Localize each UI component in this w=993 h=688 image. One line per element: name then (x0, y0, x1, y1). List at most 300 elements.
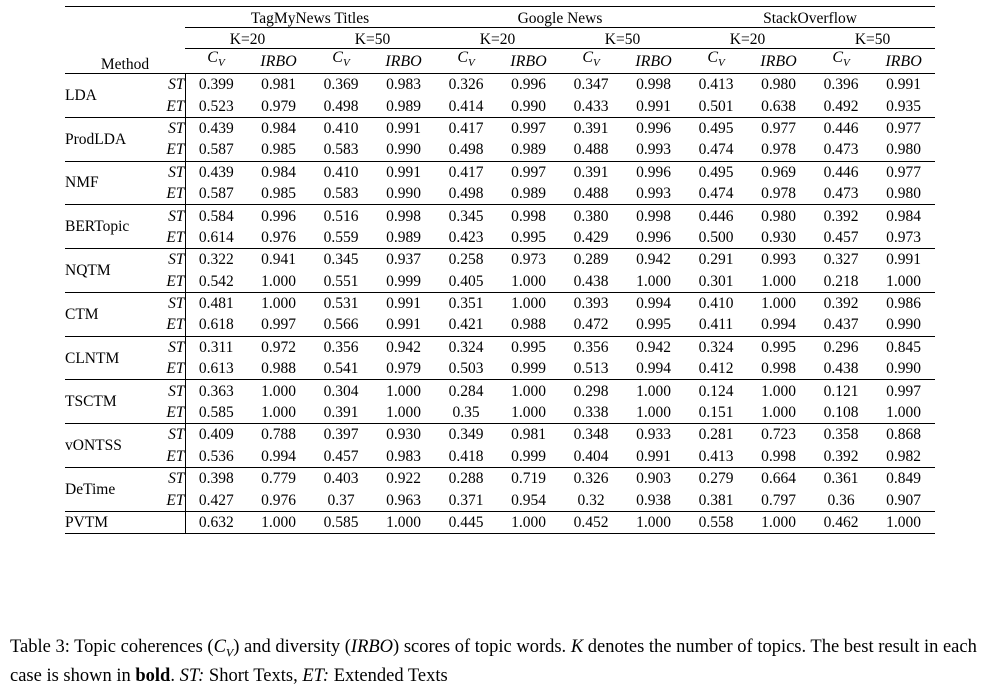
table-header (65, 7, 935, 74)
score-cell: 0.391 (560, 161, 622, 183)
row-tag-st: ST (153, 249, 185, 271)
score-cell: 0.398 (185, 468, 247, 490)
metric-header-irbo: IRBO (385, 52, 422, 70)
score-cell: 0.991 (872, 74, 935, 96)
score-cell: 0.392 (810, 205, 872, 227)
score-cell: 0.979 (261, 97, 296, 115)
score-cell: 0.991 (386, 316, 421, 334)
score-cell: 0.995 (636, 316, 671, 334)
row-tag-et: ET (153, 314, 185, 336)
score-cell: 0.281 (685, 424, 747, 446)
score-cell: 0.488 (573, 141, 609, 159)
score-cell: 0.108 (823, 404, 859, 422)
score-cell: 1.000 (636, 272, 671, 290)
score-cell: 1.000 (261, 404, 296, 422)
score-cell: 0.991 (872, 249, 935, 271)
score-cell: 0.498 (448, 141, 484, 159)
score-cell: 0.990 (386, 185, 421, 203)
score-cell: 0.284 (435, 380, 497, 402)
score-cell: 0.982 (886, 447, 921, 465)
score-cell: 0.719 (497, 468, 560, 490)
table-row (65, 95, 935, 117)
row-tag-empty (153, 511, 185, 533)
score-cell: 0.907 (886, 491, 921, 509)
score-cell: 0.37 (327, 491, 355, 509)
score-cell: 0.423 (448, 228, 484, 246)
score-cell: 0.991 (636, 97, 671, 115)
score-cell: 0.446 (685, 205, 747, 227)
score-cell: 0.999 (511, 360, 546, 378)
score-cell: 0.439 (185, 161, 247, 183)
metric-header-cv: $C_V$ (832, 49, 850, 70)
score-cell: 0.985 (261, 185, 296, 203)
score-cell: 0.979 (386, 360, 421, 378)
score-cell: 0.348 (560, 424, 622, 446)
score-cell: 0.393 (560, 292, 622, 314)
score-cell: 0.972 (247, 336, 310, 358)
score-cell: 0.985 (261, 141, 296, 159)
score-cell: 0.472 (573, 316, 609, 334)
k-header: K=20 (435, 28, 560, 49)
score-cell: 0.298 (560, 380, 622, 402)
table-row (65, 117, 935, 139)
score-cell: 0.326 (560, 468, 622, 490)
score-cell: 0.998 (622, 205, 685, 227)
score-cell: 0.990 (886, 316, 921, 334)
score-cell: 1.000 (497, 380, 560, 402)
score-cell: 0.421 (448, 316, 484, 334)
score-cell: 0.997 (497, 117, 560, 139)
score-cell: 0.296 (810, 336, 872, 358)
score-cell: 1.000 (622, 380, 685, 402)
score-cell: 0.501 (698, 97, 734, 115)
score-cell: 0.996 (636, 228, 671, 246)
score-cell: 0.942 (372, 336, 435, 358)
score-cell: 0.345 (310, 249, 372, 271)
score-cell: 0.937 (372, 249, 435, 271)
score-cell: 0.503 (448, 360, 484, 378)
row-tag-st: ST (153, 205, 185, 227)
caption-text: . (170, 665, 180, 686)
score-cell: 0.289 (560, 249, 622, 271)
score-cell: 0.998 (372, 205, 435, 227)
score-cell: 0.942 (622, 249, 685, 271)
score-cell: 0.363 (185, 380, 247, 402)
score-cell: 0.978 (761, 141, 796, 159)
score-cell: 0.369 (310, 74, 372, 96)
score-cell: 0.983 (372, 74, 435, 96)
row-tag-st: ST (153, 424, 185, 446)
score-cell: 0.429 (573, 228, 609, 246)
score-cell: 0.983 (386, 447, 421, 465)
score-cell: 0.996 (622, 117, 685, 139)
score-cell: 0.488 (573, 185, 609, 203)
score-cell: 0.999 (511, 447, 546, 465)
metric-header-irbo: IRBO (260, 52, 297, 70)
score-cell: 0.391 (323, 404, 359, 422)
dataset-header: StackOverflow (685, 7, 935, 28)
row-tag-et: ET (153, 95, 185, 117)
table-row (65, 424, 935, 446)
score-cell: 1.000 (886, 404, 921, 422)
score-cell: 0.371 (448, 491, 484, 509)
table-row (65, 74, 935, 96)
score-cell: 0.993 (636, 141, 671, 159)
row-tag-et: ET (153, 446, 185, 468)
score-cell: 0.930 (761, 228, 796, 246)
method-name: CLNTM (65, 336, 153, 380)
score-cell: 0.849 (872, 468, 935, 490)
score-cell: 0.392 (823, 447, 859, 465)
score-cell: 0.997 (497, 161, 560, 183)
score-cell: 0.36 (827, 491, 855, 509)
score-cell: 0.498 (323, 97, 359, 115)
metric-header-cv: $C_V$ (582, 49, 600, 70)
row-tag-et: ET (153, 489, 185, 511)
score-cell: 1.000 (511, 404, 546, 422)
score-cell: 0.997 (261, 316, 296, 334)
score-cell: 0.417 (435, 117, 497, 139)
score-cell: 0.988 (261, 360, 296, 378)
score-cell: 0.993 (636, 185, 671, 203)
score-cell: 1.000 (247, 380, 310, 402)
score-cell: 0.304 (310, 380, 372, 402)
score-cell: 0.417 (435, 161, 497, 183)
row-tag-st: ST (153, 380, 185, 402)
metric-header-irbo: IRBO (510, 52, 547, 70)
score-cell: 0.976 (261, 491, 296, 509)
score-cell: 0.457 (823, 228, 859, 246)
score-cell: 0.391 (560, 117, 622, 139)
row-tag-st: ST (153, 161, 185, 183)
score-cell: 0.638 (761, 97, 796, 115)
score-cell: 0.996 (247, 205, 310, 227)
score-cell: 0.474 (698, 185, 734, 203)
score-cell: 0.495 (685, 117, 747, 139)
row-tag-st: ST (153, 117, 185, 139)
score-cell: 0.559 (323, 228, 359, 246)
score-cell: 1.000 (247, 511, 310, 533)
method-name: NMF (65, 161, 153, 205)
row-tag-et: ET (153, 183, 185, 205)
score-cell: 0.989 (511, 141, 546, 159)
score-cell: 0.381 (698, 491, 734, 509)
score-cell: 0.941 (247, 249, 310, 271)
score-cell: 0.380 (560, 205, 622, 227)
table-row (65, 358, 935, 380)
score-cell: 0.439 (185, 117, 247, 139)
score-cell: 0.797 (761, 491, 796, 509)
score-cell: 0.324 (435, 336, 497, 358)
table-row (65, 227, 935, 249)
score-cell: 1.000 (386, 404, 421, 422)
caption-text: denotes the number of topics. The best result in each case is shown in (10, 637, 977, 686)
score-cell: 0.492 (823, 97, 859, 115)
method-name: vONTSS (65, 424, 153, 468)
caption-text: Table 3: Topic coherences ( (10, 637, 214, 657)
row-tag-st: ST (153, 292, 185, 314)
score-cell: 0.990 (511, 97, 546, 115)
score-cell: 0.587 (198, 185, 234, 203)
metric-header-cv: $C_V$ (332, 49, 350, 70)
score-cell: 0.997 (872, 380, 935, 402)
score-cell: 0.938 (636, 491, 671, 509)
score-cell: 0.513 (573, 360, 609, 378)
score-cell: 0.474 (698, 141, 734, 159)
score-cell: 0.445 (435, 511, 497, 533)
score-cell: 0.723 (747, 424, 810, 446)
score-cell: 0.981 (497, 424, 560, 446)
score-cell: 0.516 (310, 205, 372, 227)
metric-header-irbo: IRBO (885, 52, 922, 70)
score-cell: 0.984 (872, 205, 935, 227)
score-cell: 0.349 (435, 424, 497, 446)
score-cell: 0.414 (448, 97, 484, 115)
score-cell: 0.980 (886, 141, 921, 159)
score-cell: 0.986 (872, 292, 935, 314)
score-cell: 0.500 (698, 228, 734, 246)
score-cell: 0.151 (698, 404, 734, 422)
score-cell: 0.121 (810, 380, 872, 402)
score-cell: 0.903 (622, 468, 685, 490)
score-cell: 0.930 (372, 424, 435, 446)
score-cell: 0.498 (448, 185, 484, 203)
table-row (65, 468, 935, 490)
score-cell: 0.427 (198, 491, 234, 509)
score-cell: 1.000 (761, 404, 796, 422)
score-cell: 0.326 (435, 74, 497, 96)
score-cell: 0.584 (185, 205, 247, 227)
score-cell: 0.311 (185, 336, 247, 358)
score-cell: 0.481 (185, 292, 247, 314)
score-cell: 0.583 (323, 185, 359, 203)
score-cell: 0.457 (323, 447, 359, 465)
score-cell: 0.411 (698, 316, 734, 334)
score-cell: 0.585 (198, 404, 234, 422)
score-cell: 0.980 (747, 74, 810, 96)
score-cell: 1.000 (247, 292, 310, 314)
method-name: NQTM (65, 249, 153, 293)
table-row (65, 183, 935, 205)
method-name: PVTM (65, 511, 153, 533)
score-cell: 0.291 (685, 249, 747, 271)
row-tag-et: ET (153, 139, 185, 161)
score-cell: 0.392 (810, 292, 872, 314)
score-cell: 0.994 (261, 447, 296, 465)
table-row (65, 446, 935, 468)
score-cell: 0.664 (747, 468, 810, 490)
k-header: K=50 (560, 28, 685, 49)
score-cell: 0.973 (497, 249, 560, 271)
metric-header-irbo: IRBO (760, 52, 797, 70)
score-cell: 1.000 (622, 511, 685, 533)
results-table (65, 6, 935, 534)
score-cell: 0.35 (452, 404, 480, 422)
score-cell: 0.536 (198, 447, 234, 465)
method-name: TSCTM (65, 380, 153, 424)
score-cell: 0.976 (261, 228, 296, 246)
table-caption (10, 636, 985, 688)
score-cell: 0.963 (386, 491, 421, 509)
score-cell: 0.989 (386, 97, 421, 115)
score-cell: 0.566 (323, 316, 359, 334)
score-cell: 0.613 (198, 360, 234, 378)
score-cell: 0.614 (198, 228, 234, 246)
score-cell: 0.988 (511, 316, 546, 334)
score-cell: 0.991 (372, 161, 435, 183)
method-name: LDA (65, 74, 153, 118)
score-cell: 0.994 (622, 292, 685, 314)
k-header: K=20 (185, 28, 310, 49)
row-tag-st: ST (153, 336, 185, 358)
method-name: ProdLDA (65, 117, 153, 161)
score-cell: 0.403 (310, 468, 372, 490)
score-cell: 0.632 (185, 511, 247, 533)
score-cell: 0.418 (448, 447, 484, 465)
score-cell: 0.868 (872, 424, 935, 446)
score-cell: 0.845 (872, 336, 935, 358)
score-cell: 0.473 (823, 141, 859, 159)
score-cell: 0.413 (698, 447, 734, 465)
score-cell: 0.322 (185, 249, 247, 271)
metric-header-irbo: IRBO (635, 52, 672, 70)
score-cell: 0.347 (560, 74, 622, 96)
score-cell: 0.942 (622, 336, 685, 358)
score-cell: 0.438 (823, 360, 859, 378)
score-cell: 0.977 (747, 117, 810, 139)
caption-cv-symbol: $C_V$ (213, 637, 234, 660)
row-tag-et: ET (153, 402, 185, 424)
metric-header-cv: $C_V$ (707, 49, 725, 70)
row-tag-st: ST (153, 74, 185, 96)
score-cell: 0.541 (323, 360, 359, 378)
caption-text: Extended Texts (329, 665, 448, 686)
score-cell: 0.452 (560, 511, 622, 533)
score-cell: 0.978 (761, 185, 796, 203)
metric-header-cv: $C_V$ (457, 49, 475, 70)
score-cell: 1.000 (872, 511, 935, 533)
score-cell: 0.618 (198, 316, 234, 334)
table-row (65, 380, 935, 402)
score-cell: 0.351 (435, 292, 497, 314)
score-cell: 0.990 (386, 141, 421, 159)
score-cell: 0.399 (185, 74, 247, 96)
caption-irbo-symbol: IRBO (350, 637, 394, 657)
score-cell: 0.991 (636, 447, 671, 465)
score-cell: 0.279 (685, 468, 747, 490)
score-cell: 0.124 (685, 380, 747, 402)
score-cell: 0.995 (747, 336, 810, 358)
table-row (65, 249, 935, 271)
score-cell: 0.542 (198, 272, 234, 290)
table-row (65, 139, 935, 161)
score-cell: 0.361 (810, 468, 872, 490)
score-cell: 0.989 (386, 228, 421, 246)
table-row (65, 205, 935, 227)
score-cell: 0.437 (823, 316, 859, 334)
score-cell: 1.000 (261, 272, 296, 290)
score-cell: 0.410 (310, 117, 372, 139)
score-cell: 0.933 (622, 424, 685, 446)
score-cell: 0.405 (448, 272, 484, 290)
score-cell: 0.990 (886, 360, 921, 378)
score-cell: 0.981 (247, 74, 310, 96)
score-cell: 0.585 (310, 511, 372, 533)
table-row (65, 271, 935, 293)
method-name: DeTime (65, 468, 153, 512)
score-cell: 0.977 (872, 161, 935, 183)
score-cell: 0.462 (810, 511, 872, 533)
score-cell: 0.446 (810, 161, 872, 183)
k-header: K=20 (685, 28, 810, 49)
caption-et-abbrev: ET: (302, 665, 330, 686)
score-cell: 1.000 (497, 511, 560, 533)
row-tag-et: ET (153, 358, 185, 380)
table-body (65, 74, 935, 534)
k-header: K=50 (810, 28, 935, 49)
score-cell: 0.935 (886, 97, 921, 115)
score-cell: 0.954 (511, 491, 546, 509)
score-cell: 0.356 (560, 336, 622, 358)
caption-text: ) and diversity ( (233, 637, 351, 657)
dataset-header: Google News (435, 7, 685, 28)
table-row (65, 161, 935, 183)
score-cell: 0.995 (497, 336, 560, 358)
table-row-pvtm (65, 511, 935, 533)
score-cell: 0.996 (497, 74, 560, 96)
table-row (65, 336, 935, 358)
caption-st-abbrev: ST: (179, 665, 205, 686)
score-cell: 0.980 (747, 205, 810, 227)
score-cell: 0.998 (622, 74, 685, 96)
score-cell: 0.433 (573, 97, 609, 115)
score-cell: 0.495 (685, 161, 747, 183)
caption-k-symbol: K (570, 637, 584, 657)
score-cell: 0.258 (435, 249, 497, 271)
score-cell: 0.345 (435, 205, 497, 227)
score-cell: 0.409 (185, 424, 247, 446)
score-cell: 0.356 (310, 336, 372, 358)
k-header: K=50 (310, 28, 435, 49)
score-cell: 0.994 (636, 360, 671, 378)
score-cell: 1.000 (747, 292, 810, 314)
score-cell: 0.998 (761, 447, 796, 465)
score-cell: 1.000 (497, 292, 560, 314)
score-cell: 0.218 (823, 272, 859, 290)
table-row (65, 402, 935, 424)
score-cell: 0.969 (747, 161, 810, 183)
score-cell: 0.324 (685, 336, 747, 358)
score-cell: 0.922 (372, 468, 435, 490)
score-cell: 1.000 (372, 380, 435, 402)
table-row (65, 489, 935, 511)
score-cell: 0.404 (573, 447, 609, 465)
score-cell: 1.000 (886, 272, 921, 290)
score-cell: 1.000 (511, 272, 546, 290)
score-cell: 0.413 (685, 74, 747, 96)
score-cell: 0.788 (247, 424, 310, 446)
score-cell: 0.998 (761, 360, 796, 378)
score-cell: 0.989 (511, 185, 546, 203)
score-cell: 0.995 (511, 228, 546, 246)
score-cell: 0.999 (386, 272, 421, 290)
caption-text: ) scores of topic words. (393, 637, 571, 657)
score-cell: 0.583 (323, 141, 359, 159)
score-cell: 0.396 (810, 74, 872, 96)
score-cell: 0.288 (435, 468, 497, 490)
score-cell: 0.531 (310, 292, 372, 314)
score-cell: 1.000 (761, 272, 796, 290)
